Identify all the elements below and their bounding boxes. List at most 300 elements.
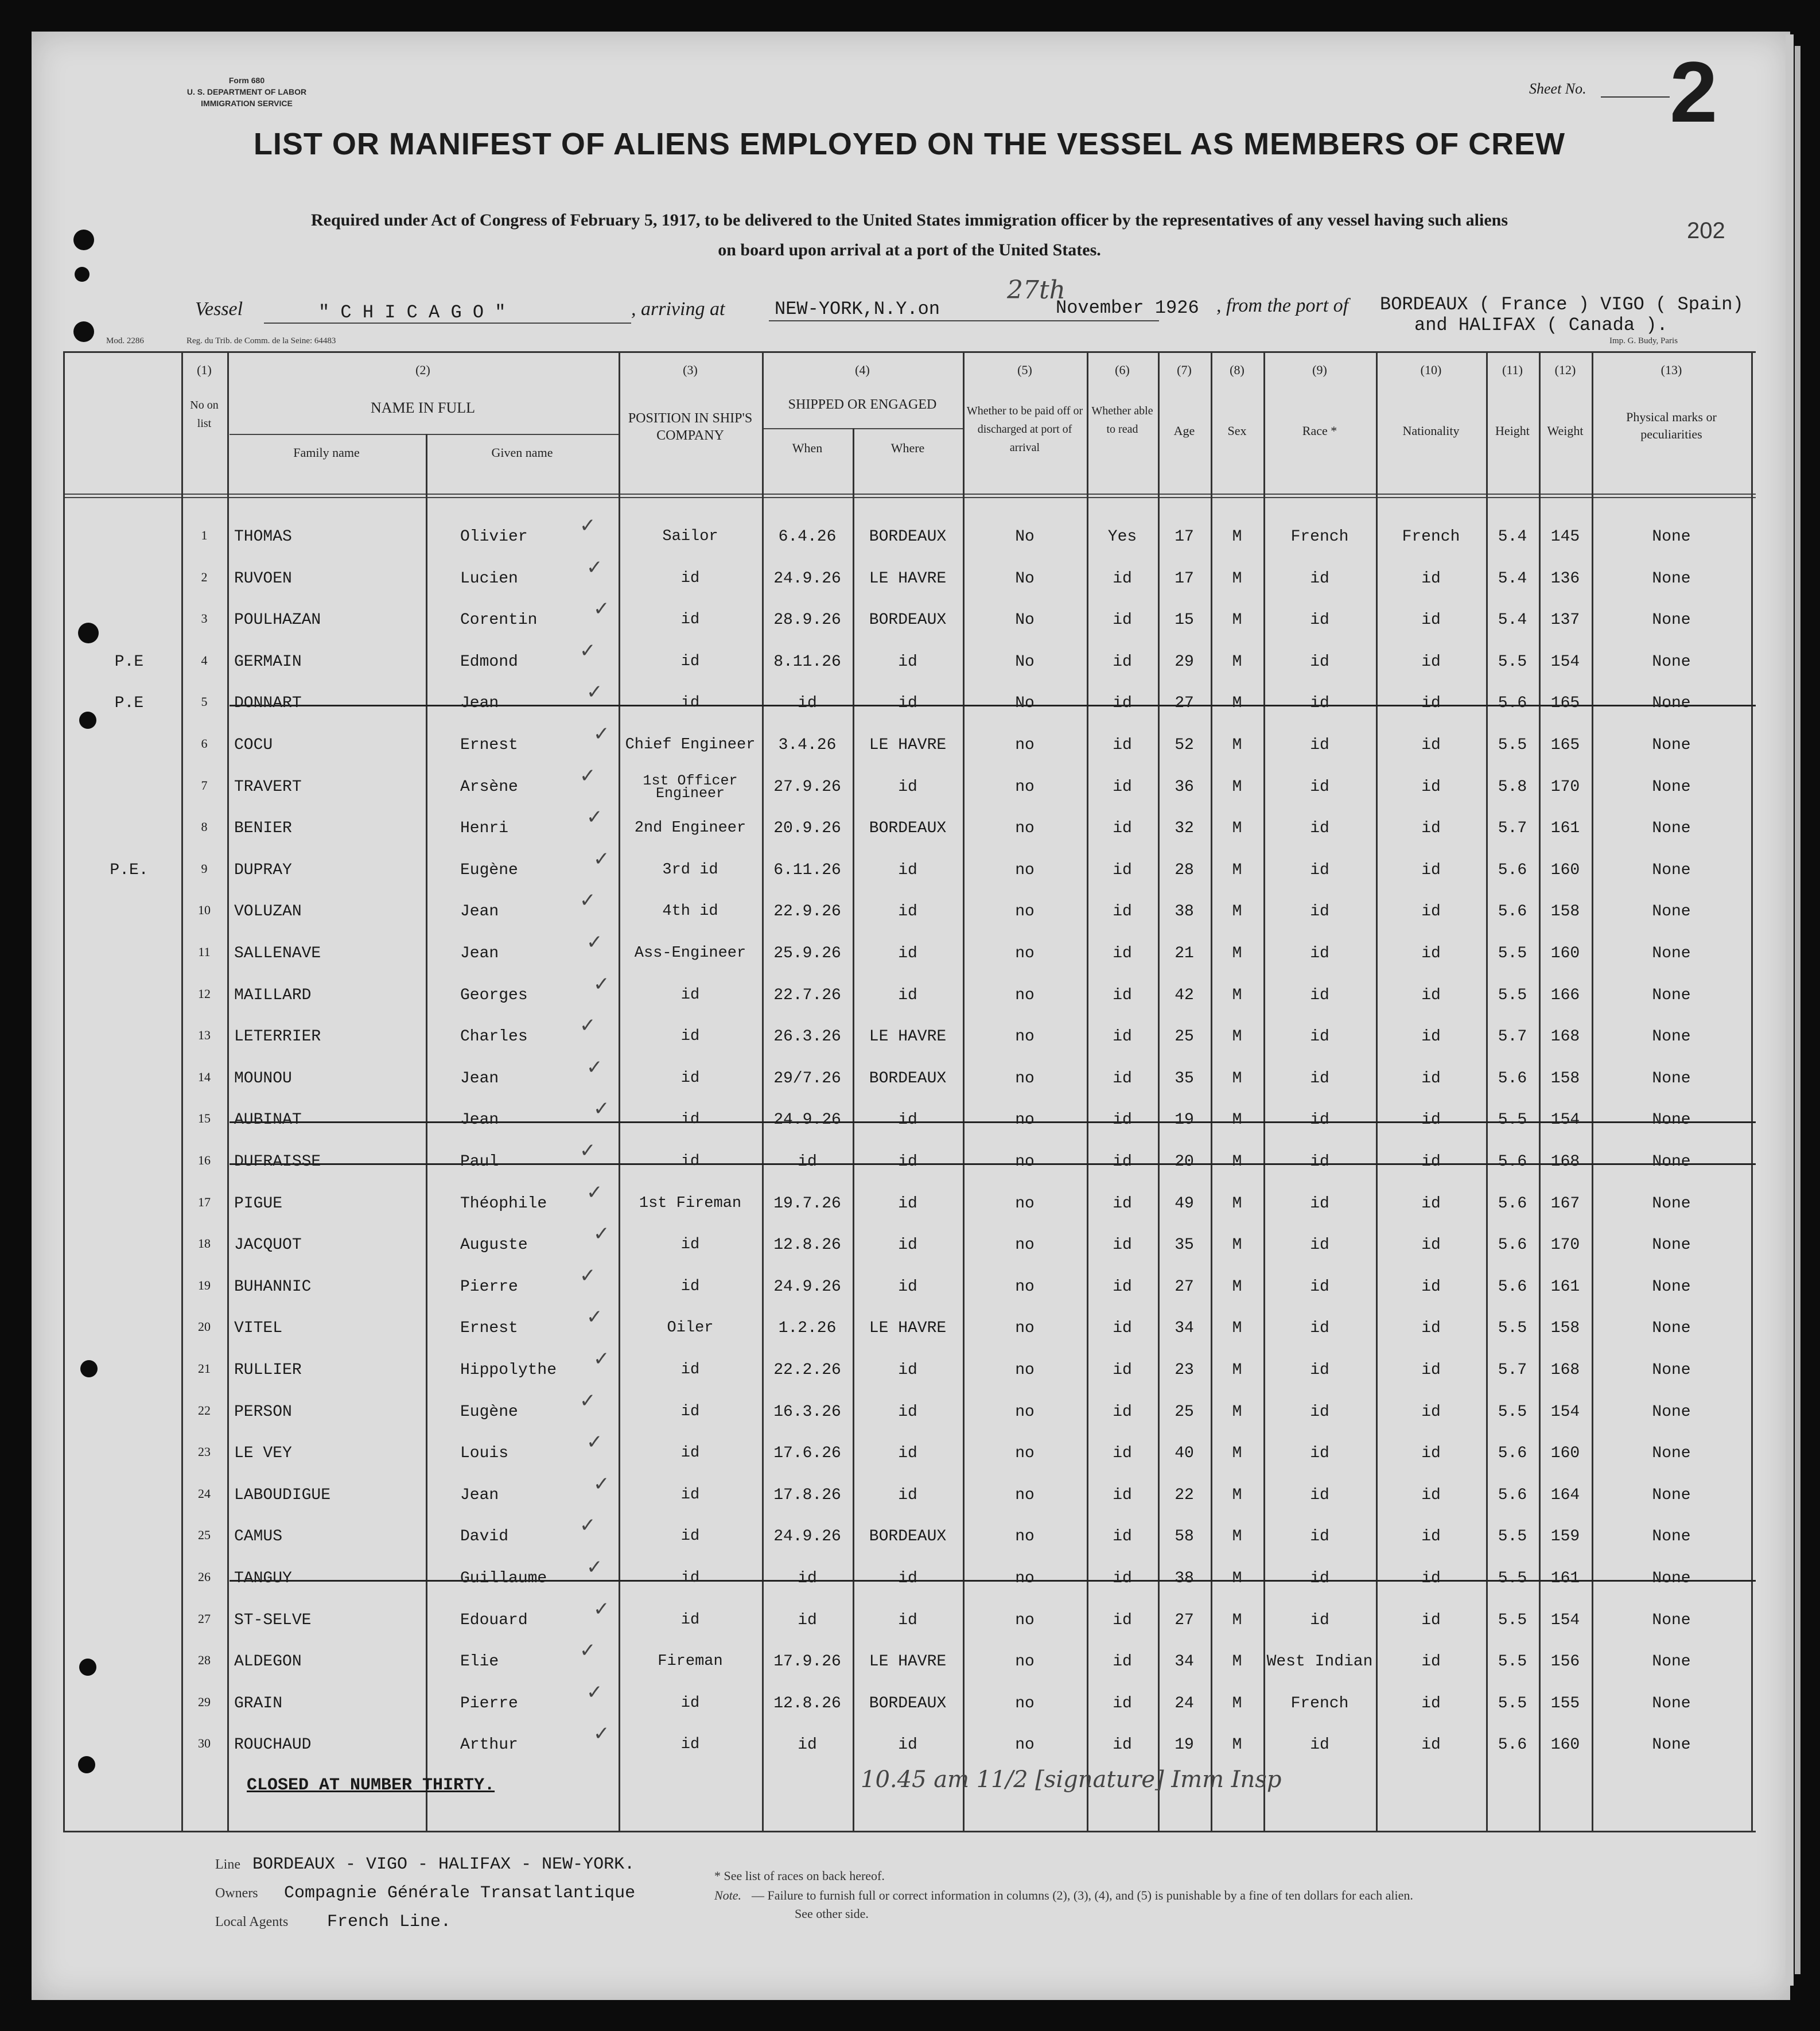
paid-off: no [1015, 1111, 1035, 1129]
position: 4th id [662, 903, 718, 921]
race: id [1310, 778, 1329, 796]
nationality: id [1421, 1111, 1441, 1129]
shipped-date: id [798, 1153, 817, 1171]
sheet-underline [1601, 96, 1670, 98]
shipped-place: id [898, 986, 917, 1004]
height: 5.6 [1498, 1444, 1527, 1463]
shipped-place: LE HAVRE [869, 1319, 947, 1338]
able-to-read: id [1113, 1486, 1132, 1504]
shipped-date: 29/7.26 [773, 1069, 841, 1088]
check-mark-icon: ✓ [580, 1139, 596, 1162]
shipped-date: 22.9.26 [773, 903, 841, 921]
family-name: SALLENAVE [234, 945, 321, 962]
physical-marks: None [1652, 1028, 1691, 1046]
row-number: 16 [198, 1153, 211, 1167]
check-mark-icon: ✓ [593, 1097, 610, 1121]
given-name: Georges [460, 986, 528, 1004]
sex: M [1232, 1277, 1242, 1296]
row-number: 10 [198, 903, 211, 918]
position: id [680, 1236, 700, 1254]
weight: 158 [1550, 1319, 1580, 1338]
position: id [680, 653, 700, 670]
nationality: id [1421, 1194, 1441, 1213]
shipped-date: id [798, 1570, 817, 1587]
sex: M [1232, 569, 1242, 588]
sex: M [1232, 778, 1242, 796]
physical-marks: None [1652, 1694, 1691, 1712]
family-name: GERMAIN [234, 653, 302, 671]
col-subheading: When [792, 441, 823, 455]
punch-hole [78, 623, 99, 643]
age: 27 [1175, 1277, 1194, 1296]
shipped-date: 3.4.26 [778, 736, 837, 754]
form-number: Form 680 [228, 76, 265, 85]
age: 15 [1175, 611, 1194, 630]
physical-marks: None [1652, 903, 1691, 921]
weight: 165 [1550, 694, 1580, 713]
shipped-place: id [898, 1111, 917, 1129]
weight: 165 [1550, 736, 1580, 754]
col-divider [227, 351, 229, 1831]
paid-off: no [1015, 1069, 1035, 1088]
shipped-place: id [898, 694, 917, 713]
vessel-name: " C H I C A G O " [318, 302, 506, 323]
row-number: 6 [201, 736, 208, 751]
nationality: id [1421, 903, 1441, 921]
weight: 156 [1550, 1653, 1580, 1671]
col-heading: Nationality [1402, 424, 1460, 438]
given-name: Jean [460, 1486, 499, 1504]
family-name: TRAVERT [234, 778, 302, 796]
check-mark-icon: ✓ [580, 889, 596, 912]
able-to-read: id [1113, 1694, 1132, 1712]
family-name: LABOUDIGUE [234, 1486, 331, 1504]
height: 5.6 [1498, 903, 1527, 921]
physical-marks: None [1652, 1403, 1691, 1421]
position: id [680, 1277, 700, 1295]
able-to-read: id [1113, 1528, 1132, 1546]
sex: M [1232, 1736, 1242, 1754]
physical-marks: None [1652, 1570, 1691, 1587]
col-number: (1) [197, 363, 212, 377]
shipped-date: id [798, 1611, 817, 1629]
physical-marks: None [1652, 1319, 1691, 1338]
given-name: Pierre [460, 1694, 518, 1712]
sex: M [1232, 1028, 1242, 1046]
shipped-date: 24.9.26 [773, 1277, 841, 1296]
shipped-date: 24.9.26 [773, 1528, 841, 1546]
family-name: GRAIN [234, 1694, 283, 1712]
weight: 166 [1550, 986, 1580, 1004]
paid-off: no [1015, 1486, 1035, 1504]
weight: 145 [1550, 528, 1580, 546]
closing-statement: CLOSED AT NUMBER THIRTY. [247, 1776, 495, 1795]
row-number: 20 [198, 1319, 211, 1334]
col-subheading: Given name [491, 445, 553, 460]
shipped-place: id [898, 1236, 917, 1255]
given-name: Edouard [460, 1611, 528, 1629]
position: 1st Officer Engineer [643, 772, 738, 802]
family-name: ALDEGON [234, 1653, 302, 1671]
nationality: id [1421, 778, 1441, 796]
nationality: id [1421, 1319, 1441, 1338]
department-name: U. S. DEPARTMENT OF LABOR [186, 87, 307, 96]
height: 5.5 [1498, 1653, 1527, 1671]
physical-marks: None [1652, 861, 1691, 879]
shipped-date: 22.7.26 [773, 986, 841, 1004]
row-number: 12 [198, 986, 211, 1001]
race: id [1310, 861, 1329, 879]
row-number: 23 [198, 1444, 211, 1459]
sex: M [1232, 861, 1242, 879]
able-to-read: id [1113, 1444, 1132, 1463]
weight: 168 [1550, 1153, 1580, 1171]
position: id [680, 694, 700, 712]
race: id [1310, 1486, 1329, 1504]
physical-marks: None [1652, 945, 1691, 962]
position: Fireman [658, 1653, 723, 1671]
races-note: * See list of races on back hereof. [714, 1869, 885, 1883]
given-name: Pierre [460, 1277, 518, 1296]
weight: 168 [1550, 1028, 1580, 1046]
shipped-date: id [798, 694, 817, 713]
height: 5.5 [1498, 1528, 1527, 1546]
family-name: JACQUOT [234, 1236, 302, 1255]
paid-off: no [1015, 1570, 1035, 1587]
height: 5.6 [1498, 1194, 1527, 1213]
sex: M [1232, 653, 1242, 671]
check-mark-icon: ✓ [586, 1306, 603, 1329]
physical-marks: None [1652, 1653, 1691, 1671]
col-heading: Race * [1302, 424, 1337, 438]
shipped-place: BORDEAUX [869, 820, 947, 838]
sex: M [1232, 1403, 1242, 1421]
arrival-underline [769, 320, 1159, 321]
shipped-date: 16.3.26 [773, 1403, 841, 1421]
paid-off: no [1015, 778, 1035, 796]
sex: M [1232, 1653, 1242, 1671]
age: 17 [1175, 528, 1194, 546]
given-name: David [460, 1528, 509, 1546]
check-mark-icon: ✓ [586, 556, 603, 579]
sex: M [1232, 1319, 1242, 1338]
shipped-place: BORDEAUX [869, 528, 947, 546]
paid-off: no [1015, 1653, 1035, 1671]
able-to-read: id [1113, 1653, 1132, 1671]
from-label: , from the port of [1216, 295, 1349, 316]
age: 19 [1175, 1736, 1194, 1754]
shipped-place: id [898, 861, 917, 879]
nationality: id [1421, 1236, 1441, 1255]
position: Chief Engineer [625, 736, 756, 754]
vessel-label: Vessel [195, 298, 243, 320]
col-heading: Whether to be paid off or discharged at port of arrival [966, 405, 1083, 454]
nationality: id [1421, 1570, 1441, 1587]
sex: M [1232, 1528, 1242, 1546]
weight: 160 [1550, 1444, 1580, 1463]
given-name: Eugène [460, 861, 518, 879]
col-number: (8) [1230, 363, 1245, 377]
family-name: DONNART [234, 694, 302, 713]
position: 1st Fireman [639, 1194, 742, 1212]
name-subrule [230, 434, 619, 435]
able-to-read: id [1113, 861, 1132, 879]
nationality: id [1421, 653, 1441, 671]
given-name: Edmond [460, 653, 518, 671]
vessel-underline [264, 323, 631, 324]
paid-off: no [1015, 945, 1035, 962]
sex: M [1232, 1069, 1242, 1088]
col-heading: Sex [1227, 424, 1247, 438]
given-name: Paul [460, 1153, 499, 1171]
weight: 154 [1550, 653, 1580, 671]
age: 25 [1175, 1028, 1194, 1046]
strike-through-line [230, 1121, 1756, 1123]
paid-off: No [1015, 528, 1035, 546]
position: 3rd id [662, 861, 718, 879]
family-name: TANGUY [234, 1570, 292, 1587]
race: id [1310, 1736, 1329, 1754]
weight: 137 [1550, 611, 1580, 630]
family-name: VITEL [234, 1319, 283, 1338]
age: 28 [1175, 861, 1194, 879]
sex: M [1232, 1611, 1242, 1629]
weight: 158 [1550, 1069, 1580, 1088]
handwritten-day: 27th [1007, 275, 1066, 305]
row-number: 26 [198, 1570, 211, 1584]
race: id [1310, 1028, 1329, 1046]
sex: M [1232, 1570, 1242, 1587]
mod-number: Mod. 2286 [106, 336, 144, 345]
paid-off: no [1015, 903, 1035, 921]
shipped-place: LE HAVRE [869, 569, 947, 588]
physical-marks: None [1652, 1736, 1691, 1754]
family-name: LETERRIER [234, 1028, 321, 1046]
height: 5.4 [1498, 611, 1527, 630]
col-number: (9) [1312, 363, 1327, 377]
shipped-place: id [898, 1361, 917, 1379]
col-number: (12) [1554, 363, 1576, 377]
shipped-date: 27.9.26 [773, 778, 841, 796]
owners-label: Owners [215, 1886, 258, 1901]
row-number: 24 [198, 1486, 211, 1501]
height: 5.5 [1498, 736, 1527, 754]
weight: 160 [1550, 945, 1580, 962]
row-number: 2 [201, 569, 208, 584]
given-name: Charles [460, 1028, 528, 1046]
weight: 160 [1550, 861, 1580, 879]
shipped-place: BORDEAUX [869, 1694, 947, 1712]
shipped-place: id [898, 653, 917, 671]
departure-ports: BORDEAUX ( France ) VIGO ( Spain) [1380, 294, 1744, 315]
given-name: Eugène [460, 1403, 518, 1421]
nationality: id [1421, 861, 1441, 879]
able-to-read: id [1113, 1236, 1132, 1255]
paid-off: no [1015, 1028, 1035, 1046]
col-heading: Weight [1547, 424, 1584, 438]
shipped-date: 28.9.26 [773, 611, 841, 630]
service-name: IMMIGRATION SERVICE [201, 99, 293, 108]
able-to-read: id [1113, 653, 1132, 671]
race: id [1310, 1069, 1329, 1088]
shipped-place: id [898, 1736, 917, 1754]
race: id [1310, 1194, 1329, 1213]
age: 22 [1175, 1486, 1194, 1504]
physical-marks: None [1652, 986, 1691, 1004]
paid-off: no [1015, 736, 1035, 754]
row-annotation: P.E. [110, 861, 149, 879]
paid-off: no [1015, 820, 1035, 838]
given-name: Hippolythe [460, 1361, 557, 1379]
shipped-place: id [898, 1486, 917, 1504]
height: 5.5 [1498, 653, 1527, 671]
age: 49 [1175, 1194, 1194, 1213]
family-name: AUBINAT [234, 1111, 302, 1129]
check-mark-icon: ✓ [593, 1347, 610, 1370]
family-name: ROUCHAUD [234, 1736, 312, 1754]
able-to-read: id [1113, 1111, 1132, 1129]
nationality: id [1421, 945, 1441, 962]
shipped-place: BORDEAUX [869, 611, 947, 630]
position: id [680, 1444, 700, 1462]
shipped-date: 25.9.26 [773, 945, 841, 962]
col-heading: Physical marks or peculiarities [1626, 410, 1717, 441]
position: id [680, 1611, 700, 1629]
row-number: 3 [201, 611, 208, 626]
check-mark-icon: ✓ [593, 1472, 610, 1496]
given-name: Henri [460, 820, 509, 838]
age: 52 [1175, 736, 1194, 754]
owners-value: Compagnie Générale Transatlantique [284, 1884, 636, 1903]
row-number: 4 [201, 653, 208, 667]
nationality: id [1421, 569, 1441, 588]
able-to-read: id [1113, 1069, 1132, 1088]
nationality: id [1421, 1277, 1441, 1296]
able-to-read: id [1113, 1570, 1132, 1587]
family-name: POULHAZAN [234, 611, 321, 630]
age: 58 [1175, 1528, 1194, 1546]
shipped-place: id [898, 778, 917, 796]
weight: 167 [1550, 1194, 1580, 1213]
age: 34 [1175, 1319, 1194, 1338]
given-name: Arthur [460, 1736, 518, 1754]
check-mark-icon: ✓ [593, 597, 610, 621]
height: 5.7 [1498, 1361, 1527, 1379]
sheet-number: 2 [1670, 44, 1718, 140]
paid-off: no [1015, 1444, 1035, 1463]
paid-off: No [1015, 653, 1035, 671]
sex: M [1232, 1694, 1242, 1712]
family-name: ST-SELVE [234, 1611, 312, 1629]
age: 27 [1175, 694, 1194, 713]
family-name: RULLIER [234, 1361, 302, 1379]
row-number: 1 [201, 528, 208, 542]
physical-marks: None [1652, 1611, 1691, 1629]
race: id [1310, 1277, 1329, 1296]
position: id [680, 1694, 700, 1712]
family-name: THOMAS [234, 528, 292, 546]
position: id [680, 1486, 700, 1504]
nationality: id [1421, 1153, 1441, 1171]
punch-hole [75, 267, 90, 282]
given-name: Elie [460, 1653, 499, 1671]
shipped-date: 22.2.26 [773, 1361, 841, 1379]
paid-off: no [1015, 1236, 1035, 1255]
age: 40 [1175, 1444, 1194, 1463]
shipped-place: BORDEAUX [869, 1528, 947, 1546]
race: id [1310, 1444, 1329, 1463]
row-number: 27 [198, 1611, 211, 1626]
col-number: (5) [1017, 363, 1032, 377]
given-name: Jean [460, 694, 499, 713]
sex: M [1232, 903, 1242, 921]
shipped-date: 17.8.26 [773, 1486, 841, 1504]
agents-label: Local Agents [215, 1915, 289, 1929]
check-mark-icon: ✓ [593, 972, 610, 996]
punch-hole [73, 321, 94, 342]
row-number: 8 [201, 820, 208, 834]
race: id [1310, 1319, 1329, 1338]
row-number: 11 [198, 945, 211, 959]
shipped-date: 12.8.26 [773, 1236, 841, 1255]
shipped-place: id [898, 1444, 917, 1463]
race: id [1310, 820, 1329, 838]
given-name: Ernest [460, 736, 518, 754]
sex: M [1232, 1361, 1242, 1379]
check-mark-icon: ✓ [586, 1680, 603, 1704]
paid-off: no [1015, 1361, 1035, 1379]
able-to-read: id [1113, 1277, 1132, 1296]
able-to-read: id [1113, 1028, 1132, 1046]
nationality: id [1421, 1403, 1441, 1421]
able-to-read: id [1113, 945, 1132, 962]
check-mark-icon: ✓ [580, 1264, 596, 1287]
shipped-date: 8.11.26 [773, 653, 841, 671]
arrival-port: NEW-YORK,N.Y.on [775, 298, 940, 320]
punch-hole [79, 712, 96, 729]
paid-off: no [1015, 986, 1035, 1004]
physical-marks: None [1652, 1069, 1691, 1088]
able-to-read: id [1113, 778, 1132, 796]
age: 42 [1175, 986, 1194, 1004]
age: 27 [1175, 1611, 1194, 1629]
nationality: id [1421, 694, 1441, 713]
punch-hole [80, 1360, 98, 1377]
weight: 160 [1550, 1736, 1580, 1754]
nationality: id [1421, 1694, 1441, 1712]
shipped-date: 12.8.26 [773, 1694, 841, 1712]
physical-marks: None [1652, 778, 1691, 796]
weight: 154 [1550, 1611, 1580, 1629]
row-number: 17 [198, 1194, 211, 1209]
nationality: id [1421, 1653, 1441, 1671]
weight: 159 [1550, 1528, 1580, 1546]
able-to-read: id [1113, 694, 1132, 713]
nationality: id [1421, 1361, 1441, 1379]
able-to-read: id [1113, 903, 1132, 921]
header-rule [63, 494, 1756, 495]
height: 5.5 [1498, 1319, 1527, 1338]
position: Ass-Engineer [634, 945, 746, 962]
shipped-place: id [898, 945, 917, 962]
shipped-place: id [898, 1570, 917, 1587]
row-number: 29 [198, 1694, 211, 1709]
position: id [680, 1361, 700, 1378]
table-border [63, 351, 65, 1831]
col-number: (4) [855, 363, 870, 377]
race: id [1310, 736, 1329, 754]
race: id [1310, 1153, 1329, 1171]
